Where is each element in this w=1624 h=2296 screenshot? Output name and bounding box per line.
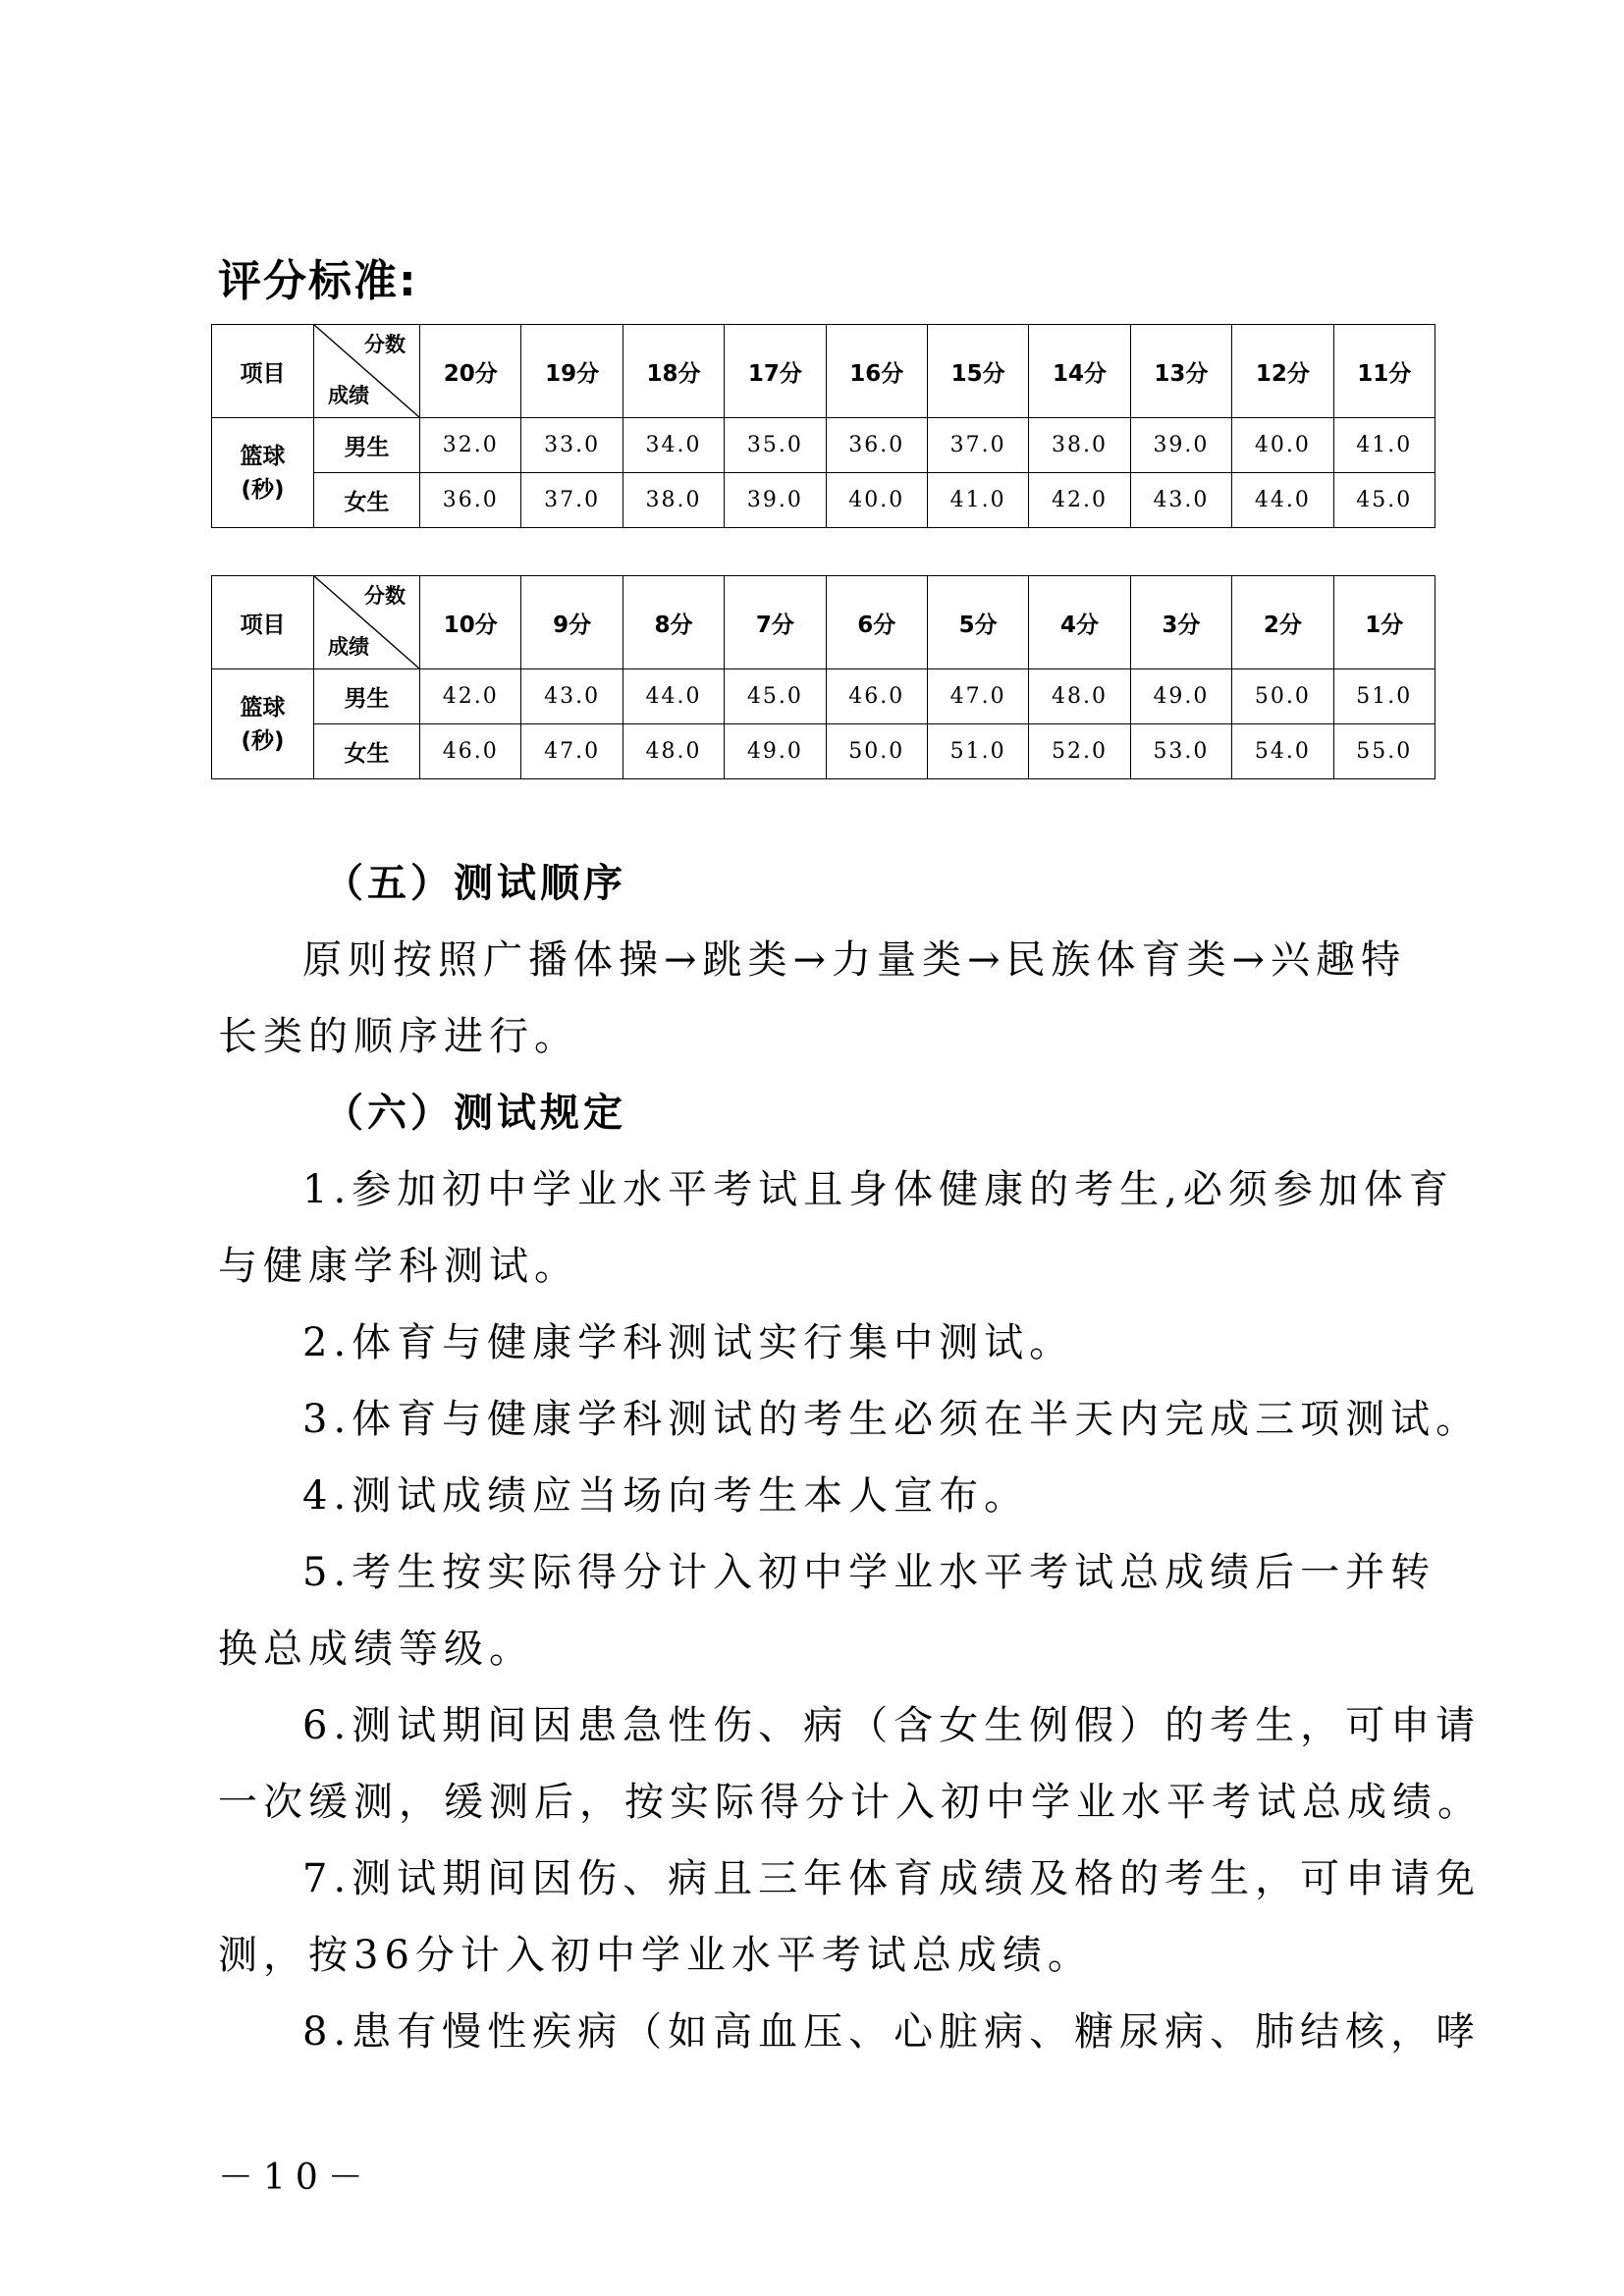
score-header: 20分 (420, 325, 521, 418)
time-value: 48.0 (623, 724, 724, 779)
diag-score-label: 分数 (364, 584, 406, 608)
diag-score-label: 分数 (364, 333, 406, 356)
time-value: 53.0 (1130, 724, 1231, 779)
paragraph-line: 与健康学科测试。 (218, 1244, 579, 1289)
time-value: 36.0 (420, 473, 521, 528)
diag-result-label: 成绩 (328, 635, 369, 659)
paragraph-line: 4.测试成绩应当场向考生本人宣布。 (302, 1473, 1030, 1519)
time-value: 40.0 (826, 473, 927, 528)
page-number: －10－ (218, 2158, 373, 2198)
time-value: 48.0 (1029, 669, 1130, 724)
time-value: 43.0 (1130, 473, 1231, 528)
time-value: 36.0 (826, 418, 927, 473)
time-value: 52.0 (1029, 724, 1130, 779)
gender-label: 男生 (314, 418, 420, 473)
score-table-2 (211, 575, 1435, 779)
time-value: 41.0 (927, 473, 1028, 528)
event-cell: 篮球 (秒) (212, 418, 314, 528)
time-value: 35.0 (725, 418, 826, 473)
score-header: 5分 (927, 576, 1028, 669)
item-header: 项目 (212, 325, 314, 418)
gender-label: 女生 (314, 473, 420, 528)
time-value: 38.0 (623, 473, 724, 528)
event-cell: 篮球 (秒) (212, 669, 314, 779)
time-value: 50.0 (826, 724, 927, 779)
time-value: 45.0 (1333, 473, 1435, 528)
section-heading: （六）测试规定 (324, 1091, 626, 1136)
time-value: 44.0 (1232, 473, 1333, 528)
score-header: 1分 (1333, 576, 1435, 669)
paragraph-line: 8.患有慢性疾病（如高血压、心脏病、糖尿病、肺结核，哮 (302, 2009, 1482, 2055)
table-row (212, 669, 1435, 724)
time-value: 37.0 (927, 418, 1028, 473)
time-value: 51.0 (927, 724, 1028, 779)
table-header-row (212, 325, 1435, 418)
score-header: 8分 (623, 576, 724, 669)
table-row (212, 418, 1435, 473)
paragraph-line: 长类的顺序进行。 (218, 1014, 579, 1059)
time-value: 42.0 (420, 669, 521, 724)
time-value: 41.0 (1333, 418, 1435, 473)
diag-result-label: 成绩 (328, 384, 369, 407)
score-header: 18分 (623, 325, 724, 418)
time-value: 47.0 (521, 724, 623, 779)
gender-label: 男生 (314, 669, 420, 724)
section-heading: （五）测试顺序 (324, 861, 626, 906)
time-value: 37.0 (521, 473, 623, 528)
paragraph-line: 测，按36分计入初中学业水平考试总成绩。 (218, 1933, 1093, 1978)
time-value: 38.0 (1029, 418, 1130, 473)
score-header: 6分 (826, 576, 927, 669)
time-value: 39.0 (725, 473, 826, 528)
score-table-1 (211, 324, 1435, 528)
time-value: 51.0 (1333, 669, 1435, 724)
score-header: 14分 (1029, 325, 1130, 418)
table-row (212, 473, 1435, 528)
table-header-row (212, 576, 1435, 669)
time-value: 33.0 (521, 418, 623, 473)
time-value: 50.0 (1232, 669, 1333, 724)
score-header: 2分 (1232, 576, 1333, 669)
paragraph-line: 原则按照广播体操→跳类→力量类→民族体育类→兴趣特 (302, 937, 1407, 983)
score-header: 9分 (521, 576, 623, 669)
time-value: 49.0 (725, 724, 826, 779)
time-value: 49.0 (1130, 669, 1231, 724)
score-header: 12分 (1232, 325, 1333, 418)
time-value: 44.0 (623, 669, 724, 724)
paragraph-line: 3.体育与健康学科测试的考生必须在半天内完成三项测试。 (302, 1397, 1482, 1442)
time-value: 32.0 (420, 418, 521, 473)
paragraph-line: 7.测试期间因伤、病且三年体育成绩及格的考生，可申请免 (302, 1856, 1482, 1901)
paragraph-line: 5.考生按实际得分计入初中学业水平考试总成绩后一并转 (302, 1550, 1436, 1595)
score-header: 4分 (1029, 576, 1130, 669)
paragraph-line: 换总成绩等级。 (218, 1627, 534, 1672)
paragraph-line: 1.参加初中学业水平考试且身体健康的考生,必须参加体育 (302, 1167, 1454, 1212)
paragraph-line: 一次缓测，缓测后，按实际得分计入初中学业水平考试总成绩。 (218, 1780, 1483, 1825)
table-row (212, 724, 1435, 779)
time-value: 42.0 (1029, 473, 1130, 528)
time-value: 47.0 (927, 669, 1028, 724)
score-header: 3分 (1130, 576, 1231, 669)
paragraph-line: 6.测试期间因患急性伤、病（含女生例假）的考生，可申请 (302, 1703, 1482, 1748)
time-value: 46.0 (826, 669, 927, 724)
score-header: 7分 (725, 576, 826, 669)
score-header: 17分 (725, 325, 826, 418)
score-header: 19分 (521, 325, 623, 418)
paragraph-line: 2.体育与健康学科测试实行集中测试。 (302, 1320, 1075, 1365)
score-header: 16分 (826, 325, 927, 418)
time-value: 34.0 (623, 418, 724, 473)
score-header: 13分 (1130, 325, 1231, 418)
diagonal-header-cell (314, 576, 420, 669)
time-value: 46.0 (420, 724, 521, 779)
time-value: 39.0 (1130, 418, 1231, 473)
time-value: 54.0 (1232, 724, 1333, 779)
time-value: 45.0 (725, 669, 826, 724)
score-header: 11分 (1333, 325, 1435, 418)
diagonal-header-cell (314, 325, 420, 418)
time-value: 40.0 (1232, 418, 1333, 473)
time-value: 43.0 (521, 669, 623, 724)
score-header: 10分 (420, 576, 521, 669)
time-value: 55.0 (1333, 724, 1435, 779)
gender-label: 女生 (314, 724, 420, 779)
scoring-standard-heading: 评分标准: (218, 256, 418, 306)
score-header: 15分 (927, 325, 1028, 418)
item-header: 项目 (212, 576, 314, 669)
